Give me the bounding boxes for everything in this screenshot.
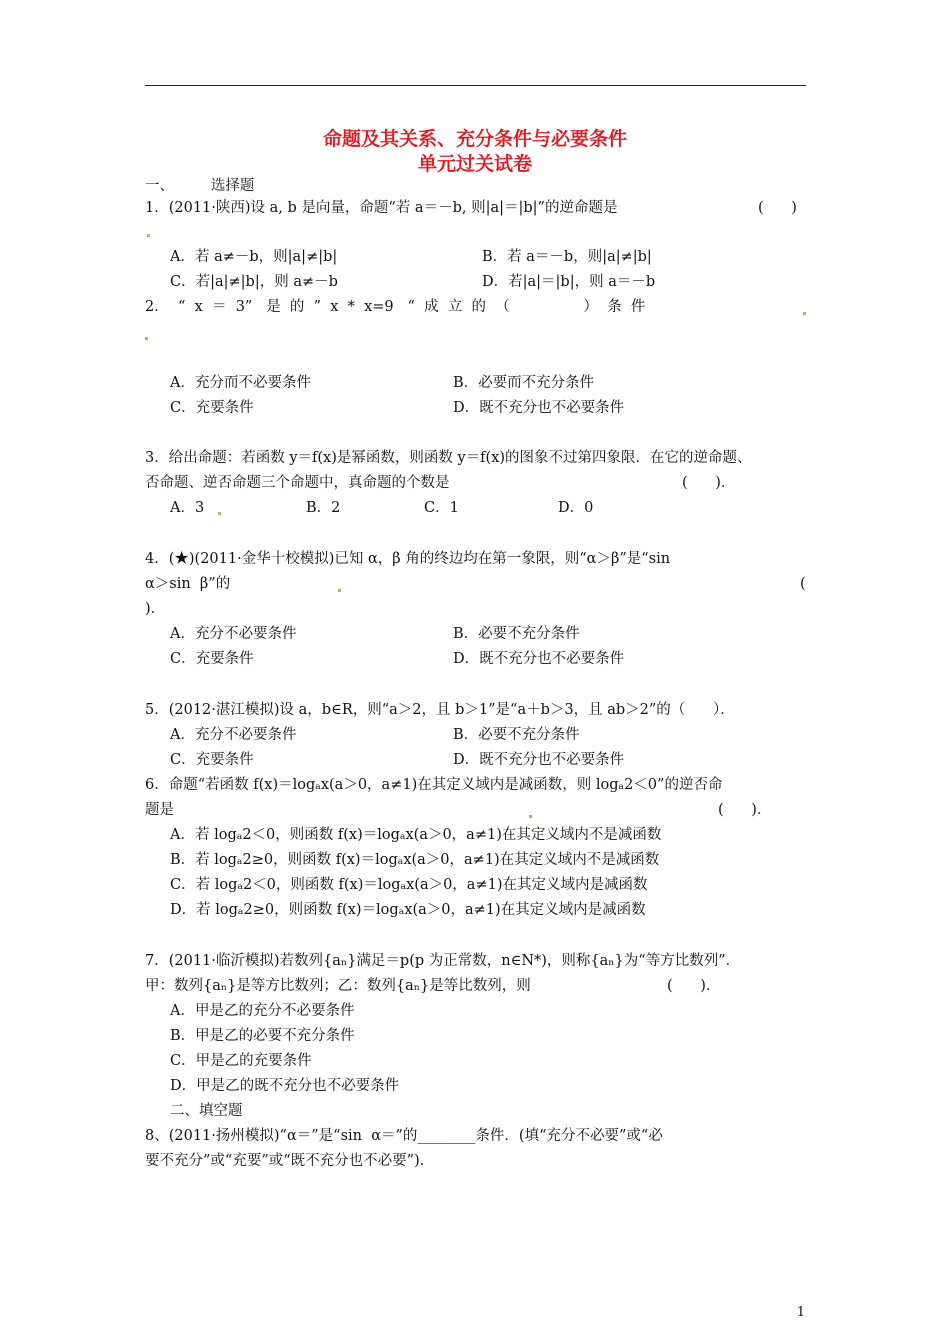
q3-option-c: C．1 xyxy=(424,500,459,516)
q3-option-a: A．3 xyxy=(170,500,205,516)
q7-answer-paren: ( )． xyxy=(667,978,721,994)
q3-dot xyxy=(218,512,221,515)
q4-stem-line2: α＞sin β”的 xyxy=(145,576,231,592)
q5-option-c: C．充要条件 xyxy=(170,752,254,768)
q4-option-c: C．充要条件 xyxy=(170,651,254,667)
q2-option-c: C．充要条件 xyxy=(170,400,254,416)
q6-dot xyxy=(529,815,532,818)
q6-option-b: B．若 logₐ2≥0，则函数 f(x)＝logₐx(a＞0，a≠1)在其定义域内不是减函数 xyxy=(170,852,660,868)
q3-answer-paren: ( )． xyxy=(682,475,736,491)
section-fill-heading: 二、填空题 xyxy=(170,1103,243,1119)
page-number: 1 xyxy=(796,1305,805,1320)
q5-stem: 5．(2012·湛江模拟)设 a，b∈R，则“a＞2，且 b＞1”是“a＋b＞3，且 ab＞2”的（ ）． xyxy=(145,702,735,718)
q2-option-d: D．既不充分也不必要条件 xyxy=(453,400,625,416)
q5-option-a: A．充分不必要条件 xyxy=(170,727,297,743)
q4-option-d: D．既不充分也不必要条件 xyxy=(453,651,625,667)
q2-dot-2 xyxy=(145,337,148,340)
q2-option-a: A．充分而不必要条件 xyxy=(170,375,311,391)
q5-option-d: D．既不充分也不必要条件 xyxy=(453,752,625,768)
q3-option-b: B．2 xyxy=(306,500,341,516)
q4-dot xyxy=(338,589,341,592)
q8-stem-line1: 8、(2011·扬州模拟)“α＝”是“sin α＝”的________条件．(填“充分不必要”或“必 xyxy=(145,1128,663,1144)
q2-dot xyxy=(803,312,806,315)
q4-stem-line3: )． xyxy=(145,601,166,617)
doc-title: 命题及其关系、充分条件与必要条件 xyxy=(322,128,627,150)
q1-answer-paren: ( ) xyxy=(758,200,797,216)
q3-stem-line2: 否命题、逆否命题三个命题中，真命题的个数是 xyxy=(145,475,450,491)
section-choice-heading: 一、 选择题 xyxy=(145,178,255,194)
q7-stem-line1: 7．(2011·临沂模拟)若数列{aₙ}满足＝p(p 为正常数，n∈N*)，则称{aₙ}为“等方比数列”． xyxy=(145,953,741,969)
q4-answer-paren: ( xyxy=(800,576,806,592)
q2-stem: 2． “ x ＝ 3” 是 的 ” x * x=9 “ 成 立 的 （ ） 条 件 xyxy=(145,299,646,315)
q1-stem: 1．(2011·陕西)设 a, b 是向量，命题“若 a＝－b, 则|a|＝|b|”的逆命题是 xyxy=(145,200,618,216)
q3-stem-line1: 3．给出命题：若函数 y＝f(x)是幂函数，则函数 y＝f(x)的图象不过第四象限．在它的逆命题、 xyxy=(145,450,752,466)
q4-stem-line1: 4．(★)(2011·金华十校模拟)已知 α，β 角的终边均在第一象限，则“α＞β”是“sin xyxy=(145,551,671,567)
q6-stem-line1: 6．命题“若函数 f(x)＝logₐx(a＞0，a≠1)在其定义域内是减函数，则 logₐ2＜0”的逆否命 xyxy=(145,777,723,793)
q1-dot xyxy=(147,234,150,237)
q5-option-b: B．必要不充分条件 xyxy=(453,727,580,743)
q1-option-a: A．若 a≠－b，则|a|≠|b| xyxy=(170,249,338,265)
q2-option-b: B．必要而不充分条件 xyxy=(453,375,595,391)
q6-answer-paren: ( )． xyxy=(718,802,772,818)
q7-option-d: D．甲是乙的既不充分也不必要条件 xyxy=(170,1078,400,1094)
q7-stem-line2: 甲：数列{aₙ}是等方比数列；乙：数列{aₙ}是等比数列，则 xyxy=(145,978,531,994)
header-rule xyxy=(145,85,806,86)
q7-option-b: B．甲是乙的必要不充分条件 xyxy=(170,1028,355,1044)
q3-option-d: D．0 xyxy=(558,500,594,516)
q6-option-c: C．若 logₐ2＜0，则函数 f(x)＝logₐx(a＞0，a≠1)在其定义域内是减函数 xyxy=(170,877,648,893)
q4-option-b: B．必要不充分条件 xyxy=(453,626,580,642)
q4-option-a: A．充分不必要条件 xyxy=(170,626,297,642)
q6-stem-line2: 题是 xyxy=(145,802,174,818)
q1-option-d: D．若|a|＝|b|，则 a＝－b xyxy=(482,274,656,290)
q6-option-a: A．若 logₐ2＜0，则函数 f(x)＝logₐx(a＞0，a≠1)在其定义域内不是减函数 xyxy=(170,827,662,843)
q7-option-a: A．甲是乙的充分不必要条件 xyxy=(170,1003,355,1019)
q8-stem-line2: 要不充分”或“充要”或“既不充分也不必要”)． xyxy=(145,1153,435,1169)
q6-option-d: D．若 logₐ2≥0，则函数 f(x)＝logₐx(a＞0，a≠1)在其定义域内是减函数 xyxy=(170,902,646,918)
doc-subtitle: 单元过关试卷 xyxy=(417,153,532,175)
q1-option-c: C．若|a|≠|b|，则 a≠－b xyxy=(170,274,338,290)
q1-option-b: B．若 a＝－b，则|a|≠|b| xyxy=(482,249,652,265)
q7-option-c: C．甲是乙的充要条件 xyxy=(170,1053,312,1069)
